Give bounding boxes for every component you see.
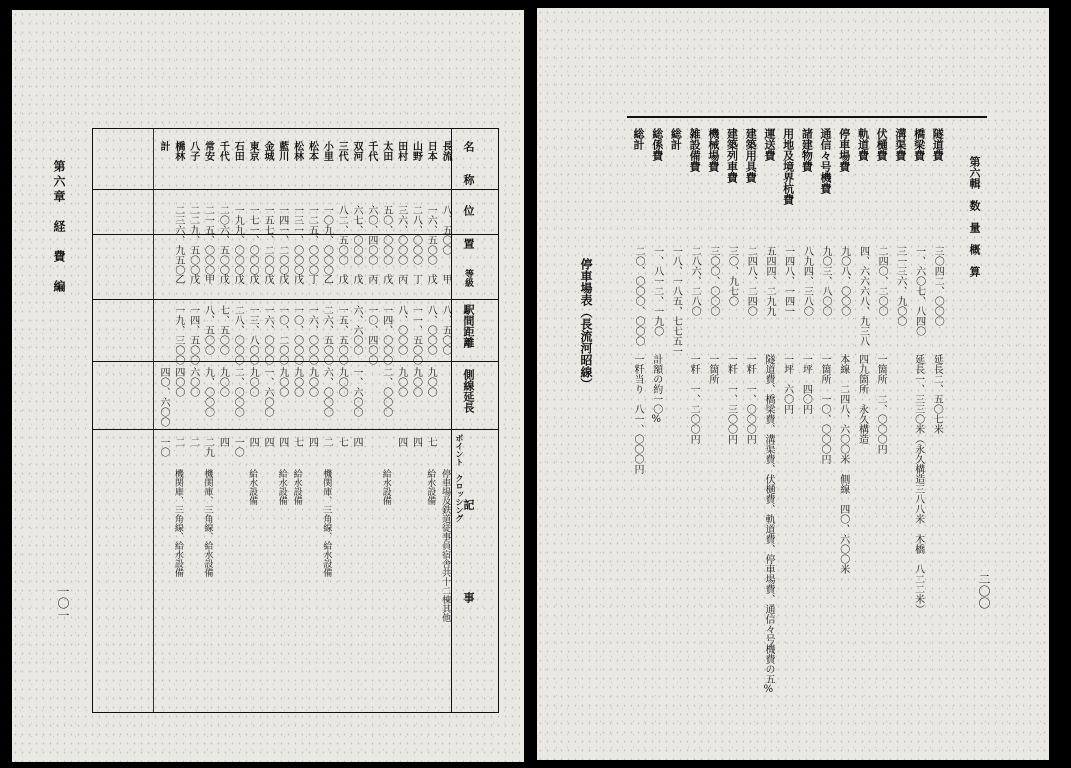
cost-table-title: 第六輯 数 量 概 算 bbox=[968, 156, 981, 277]
cost-row-amount: 三〇、九七〇 bbox=[726, 246, 738, 306]
row-length: 九〇〇 bbox=[336, 367, 348, 397]
cost-row-label: 総係費 bbox=[650, 128, 664, 161]
right-page-number: 二〇〇 bbox=[977, 573, 991, 609]
row-distance: 一五、五〇〇 bbox=[336, 305, 348, 365]
row-grade: 戊 bbox=[425, 274, 437, 284]
header-location: 位 置 bbox=[462, 205, 475, 249]
cost-row-amount: 二四八、二四〇 bbox=[745, 246, 757, 316]
row-distance: 八、〇〇〇 bbox=[395, 305, 407, 355]
right-page bbox=[537, 8, 1049, 760]
row-remarks: 給水設備 bbox=[380, 469, 391, 505]
row-length: 一、六〇〇 bbox=[261, 367, 273, 417]
row-location: 八、五〇〇 bbox=[440, 205, 452, 255]
cost-row-detail: 一粁当り 八一、〇〇〇円 bbox=[632, 354, 643, 474]
row-distance: 一三、八〇〇 bbox=[247, 305, 259, 365]
row-location: 一九九、〇〇〇 bbox=[232, 205, 244, 275]
row-name: 田村 bbox=[395, 141, 407, 161]
row-grade: 甲 bbox=[202, 274, 214, 284]
bleed-through-text bbox=[591, 92, 605, 103]
cost-row-detail: 一箇所 一〇、〇〇〇円 bbox=[819, 354, 831, 464]
row-distance: 一〇、四〇〇 bbox=[365, 305, 377, 365]
row-location: 二八、〇〇〇 bbox=[410, 205, 422, 265]
row-length: 九、〇〇〇 bbox=[202, 367, 214, 417]
cost-row-amount: 二〇、〇〇〇、〇〇〇 bbox=[633, 246, 644, 346]
row-name: 千代 bbox=[365, 141, 377, 161]
cost-row-label: 総計 bbox=[669, 128, 683, 150]
row-distance: 一六、〇〇〇 bbox=[306, 305, 318, 365]
row-points: 七 bbox=[425, 437, 437, 447]
row-grade: 丙 bbox=[395, 274, 407, 284]
row-name: 松本 bbox=[306, 141, 318, 161]
cost-row-detail: 本線 二四八、六〇〇米 側線 四〇、六〇〇米 bbox=[837, 354, 849, 574]
row-distance: 二六、五〇〇 bbox=[321, 305, 333, 365]
cost-row-label: 総計 bbox=[632, 128, 645, 150]
cost-row-amount: 九〇八、〇〇〇 bbox=[838, 246, 850, 316]
row-distance: 一一、五〇〇 bbox=[410, 305, 422, 365]
row-distance: 一六、〇〇〇 bbox=[261, 305, 273, 365]
cost-row-label: 橋梁費 bbox=[912, 128, 926, 161]
cost-row-amount: 二四〇、二〇〇 bbox=[876, 246, 888, 316]
row-distance: 一〇、二〇〇 bbox=[276, 305, 288, 365]
cost-row-detail: 一坪 六〇円 bbox=[781, 354, 793, 414]
row-remarks: 機関庫、三角線、給水設備 bbox=[172, 469, 183, 577]
cost-row-detail: 隧道費、橋梁費、溝渠費、伏樋費、軌道費、停車場費、通信々号機費の五% bbox=[762, 354, 774, 695]
row-points: 二 bbox=[187, 437, 199, 447]
row-location: 一四一、二〇〇 bbox=[276, 205, 288, 275]
row-points: 四 bbox=[410, 437, 422, 447]
header-distance: 駅間距離 bbox=[462, 304, 475, 348]
row-location: 一二五、〇〇〇 bbox=[306, 205, 318, 275]
cost-row-label: 停車場費 bbox=[837, 128, 851, 172]
row-name: 長流 bbox=[440, 141, 452, 161]
row-location: 一〇九、〇〇〇 bbox=[321, 205, 333, 275]
cost-row-amount: 三〇〇、〇〇〇 bbox=[707, 246, 719, 316]
row-length: 九〇〇 bbox=[217, 367, 229, 397]
row-length: 二、〇〇〇 bbox=[232, 367, 244, 417]
row-location: 三六、〇〇〇 bbox=[395, 205, 407, 265]
cost-row-label: 運送費 bbox=[762, 128, 776, 161]
row-location: 二〇六、五〇〇 bbox=[217, 205, 229, 275]
row-remarks: 停車場及鉄道従事員宿舎共十二棟其他 bbox=[440, 469, 451, 622]
cost-row-detail: 一箇所 二、〇〇〇円 bbox=[875, 354, 887, 454]
row-name: 常安 bbox=[202, 141, 214, 161]
row-location: 六七、〇〇〇 bbox=[351, 205, 363, 265]
row-grade: 甲 bbox=[440, 274, 452, 284]
row-length: 九〇〇 bbox=[395, 367, 407, 397]
row-points: 四 bbox=[395, 437, 407, 447]
cost-row-label: 軌道費 bbox=[856, 128, 870, 161]
cost-row-detail: 計額の約一〇% bbox=[650, 354, 662, 425]
cost-row-amount: 一、六〇七、八四〇 bbox=[913, 246, 925, 336]
row-location: 八二、五〇〇 bbox=[336, 205, 348, 265]
row-location: 六〇、四〇〇 bbox=[365, 205, 377, 265]
cost-row-amount: 三一三六、九〇〇 bbox=[894, 246, 906, 326]
cost-row-detail: 一坪 四〇円 bbox=[800, 354, 812, 414]
cost-row-detail: 一箇所 bbox=[706, 354, 718, 384]
row-length: 二、〇〇〇 bbox=[380, 367, 392, 417]
row-name: 三代 bbox=[336, 141, 348, 161]
cost-row-amount: 五四四、二九九 bbox=[763, 246, 775, 316]
row-grade: 戊 bbox=[336, 274, 348, 284]
row-distance: 二八、〇〇〇 bbox=[232, 305, 244, 365]
row-points: 七 bbox=[336, 437, 348, 447]
cost-row-detail: 一粁 一、三〇〇円 bbox=[725, 354, 737, 444]
row-distance: 八、〇〇〇 bbox=[425, 305, 437, 355]
cost-row-label: 雑設備費 bbox=[688, 128, 702, 172]
row-location: 二一五、〇〇〇 bbox=[202, 205, 214, 275]
cost-row-amount: 一四八、一四一 bbox=[782, 246, 794, 316]
header-length: 側線延長 bbox=[462, 369, 475, 413]
header-grade: 等級 bbox=[463, 269, 473, 287]
row-grade: 丙 bbox=[365, 274, 377, 284]
header-name: 名 称 bbox=[462, 141, 475, 185]
cost-row-amount: 四、六六六八、九三八 bbox=[857, 246, 869, 346]
row-distance: 一九、三〇〇 bbox=[172, 305, 184, 365]
row-distance: 八、五〇〇 bbox=[202, 305, 214, 355]
row-name: 山野 bbox=[410, 141, 422, 161]
row-distance: 八、五〇〇 bbox=[440, 305, 452, 355]
row-distance: 一四、〇〇〇 bbox=[380, 305, 392, 365]
row-grade: 戊 bbox=[232, 274, 244, 284]
table-caption: 停車場表（長流河昭線） bbox=[579, 258, 593, 390]
cost-row-label: 通信々号機費 bbox=[819, 128, 833, 194]
row-points: 四 bbox=[306, 437, 318, 447]
page-number: 一〇一 bbox=[56, 585, 70, 621]
header-remarks: 記 事 bbox=[462, 499, 475, 623]
row-remarks: 給水設備 bbox=[247, 469, 258, 505]
running-head: 第六章 経 費 編 bbox=[52, 160, 66, 295]
cost-row-detail: 延長二、五〇七米 bbox=[931, 354, 943, 434]
row-name: 橋林 bbox=[172, 141, 184, 161]
row-grade: 戊 bbox=[276, 274, 288, 284]
cost-row-label: 建築列車費 bbox=[725, 128, 739, 183]
row-length: 九〇〇 bbox=[425, 367, 437, 397]
row-length: 九〇〇 bbox=[306, 367, 318, 397]
row-points: 七 bbox=[291, 437, 303, 447]
cost-row-amount: 一、八一二、一九〇 bbox=[651, 246, 663, 336]
row-grade: 戊 bbox=[247, 274, 259, 284]
row-points: 四 bbox=[217, 437, 229, 447]
row-name: 石田 bbox=[232, 141, 244, 161]
cost-row-label: 諸建物費 bbox=[800, 128, 814, 172]
cost-row-amount: 九〇三、八〇〇 bbox=[820, 246, 832, 316]
cost-row-detail: 四九箇所 永久構造 bbox=[856, 354, 868, 444]
row-name: 東京 bbox=[247, 141, 259, 161]
row-name: 八子 bbox=[187, 141, 199, 161]
row-name: 日本 bbox=[425, 141, 437, 161]
row-name: 計 bbox=[158, 141, 169, 151]
row-length: 九〇〇 bbox=[291, 367, 303, 397]
row-points: 四 bbox=[276, 437, 288, 447]
row-grade: 戊 bbox=[291, 274, 303, 284]
row-points: 四 bbox=[247, 437, 259, 447]
row-length: 九〇〇 bbox=[247, 367, 259, 397]
row-remarks: 機関庫、三角線、給水設備 bbox=[202, 469, 213, 577]
cost-row-amount: 二八六、二八〇 bbox=[689, 246, 701, 316]
row-length: 六〇〇 bbox=[187, 367, 199, 397]
cost-row-amount: 三〇四二、〇〇〇 bbox=[932, 246, 944, 326]
row-points: 一〇 bbox=[232, 437, 244, 457]
row-location: 一七一、〇〇〇 bbox=[247, 205, 259, 275]
row-name: 太田 bbox=[380, 141, 392, 161]
row-grade: 戊 bbox=[217, 274, 229, 284]
row-length: 九〇〇 bbox=[276, 367, 288, 397]
cost-row-amount: 一八、一八五、七七五一 bbox=[670, 246, 682, 356]
station-table bbox=[92, 128, 499, 713]
row-points: 四 bbox=[261, 437, 273, 447]
cost-row-label: 建築用具費 bbox=[744, 128, 758, 183]
cost-row-label: 機械場費 bbox=[706, 128, 720, 172]
row-location: 二三六、九五〇 bbox=[172, 205, 184, 275]
row-distance: 一四、五〇〇 bbox=[187, 305, 199, 365]
cost-row-detail: 延長一、三三〇米（永久構造三八八米 木橋 八二二米） bbox=[912, 354, 924, 614]
row-distance: 六、六〇〇 bbox=[351, 305, 363, 355]
row-location: 一五七、二〇〇 bbox=[261, 205, 273, 275]
row-location: 二二九、五〇〇 bbox=[187, 205, 199, 275]
row-length: 九〇〇 bbox=[410, 367, 422, 397]
row-location: 五〇、〇〇〇 bbox=[380, 205, 392, 265]
row-points: 二九 bbox=[202, 437, 214, 457]
row-location: 一三一、〇〇〇 bbox=[291, 205, 303, 275]
cost-row-label: 溝渠費 bbox=[893, 128, 907, 161]
row-grade: 戊 bbox=[187, 274, 199, 284]
row-grade: 丁 bbox=[410, 274, 422, 284]
row-length: 一、六〇〇 bbox=[351, 367, 363, 417]
row-name: 小里 bbox=[321, 141, 333, 161]
row-remarks: 給水設備 bbox=[291, 469, 302, 505]
cost-row-detail: 一粁 一、〇〇〇円 bbox=[744, 354, 756, 444]
row-name: 藍川 bbox=[276, 141, 288, 161]
cost-row-label: 隧道費 bbox=[931, 128, 945, 161]
row-grade: 丁 bbox=[306, 274, 318, 284]
row-length: 六、〇〇〇 bbox=[321, 367, 333, 417]
row-name: 金城 bbox=[261, 141, 273, 161]
row-points: 二 bbox=[321, 437, 333, 447]
row-grade: 戊 bbox=[380, 274, 392, 284]
row-name: 松林 bbox=[291, 141, 303, 161]
cost-row-label: 伏樋費 bbox=[875, 128, 889, 161]
cost-row-detail: 一粁 一、二〇〇円 bbox=[688, 354, 700, 444]
row-location: 一六、五〇〇 bbox=[425, 205, 437, 265]
row-points: 二 bbox=[172, 437, 184, 447]
row-grade: 戊 bbox=[261, 274, 273, 284]
row-length: 四〇〇 bbox=[172, 367, 184, 397]
row-points: 四 bbox=[351, 437, 363, 447]
cost-row-amount: 八九四、三八〇 bbox=[801, 246, 813, 316]
left-page bbox=[12, 10, 524, 762]
row-grade: 乙 bbox=[172, 274, 184, 284]
header-points: ポイント クロッシング bbox=[455, 434, 465, 522]
row-remarks: 機関庫、三角線、給水設備 bbox=[321, 469, 332, 577]
row-name: 千代 bbox=[217, 141, 229, 161]
row-length: 四〇、六〇〇 bbox=[158, 367, 169, 427]
row-distance: 七、五〇〇 bbox=[217, 305, 229, 355]
row-grade: 戊 bbox=[351, 274, 363, 284]
row-grade: 乙 bbox=[321, 274, 333, 284]
row-remarks: 給水設備 bbox=[425, 469, 436, 505]
row-remarks: 給水設備 bbox=[276, 469, 287, 505]
cost-table bbox=[627, 116, 987, 736]
row-points: 一〇 bbox=[158, 437, 169, 457]
row-name: 双河 bbox=[351, 141, 363, 161]
row-distance: 一〇、〇〇〇 bbox=[291, 305, 303, 365]
cost-row-label: 用地及境界杭費 bbox=[781, 128, 795, 205]
